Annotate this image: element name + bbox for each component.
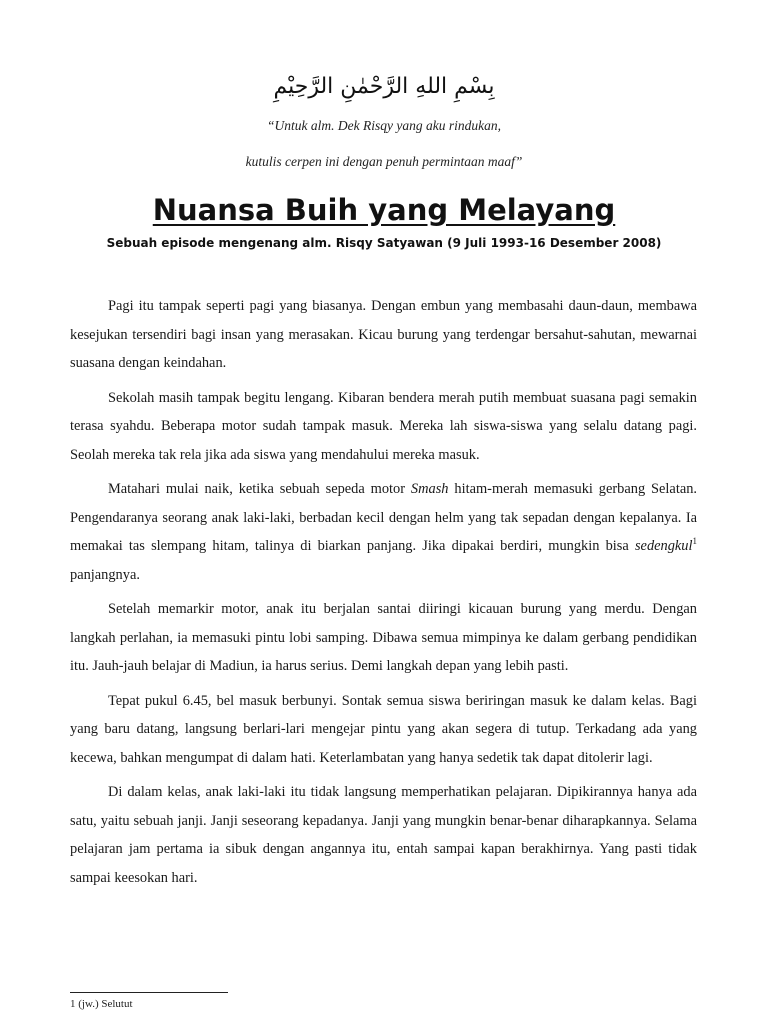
story-title: Nuansa Buih yang Melayang <box>152 193 616 227</box>
footnote-reference: 1 <box>692 536 697 547</box>
story-subtitle: Sebuah episode mengenang alm. Risqy Satyawan (9 Juli 1993-16 Desember 2008) <box>106 236 662 250</box>
sedengkul-term: sedengkul <box>634 538 693 554</box>
paragraph-3 <box>70 475 697 589</box>
paragraph-1: Pagi itu tampak seperti pagi yang biasanya. Dengan embun yang membasahi daun-daun, membawa kesejukan tersendiri bagi insan yang merasakan. Kicau burung yang terdengar bersahut-sahutan, mewarnai suasana dengan keindahan. <box>70 298 697 371</box>
dedication-line-1: “Untuk alm. Dek Risqy yang aku rindukan, <box>267 118 501 133</box>
basmalah-calligraphy: بِسْمِ اللهِ الرَّحْمٰنِ الرَّحِيْمِ <box>273 74 495 99</box>
paragraph-3-part-2: hitam-merah memasuki gerbang Selatan. Pengendaranya seorang anak laki-laki, berbadan kecil dengan helm yang tak sepadan dengan kepalanya. Ia memakai tas slempang hitam, talinya di biarkan panjang. Jika dipakai berdiri, mungkin bisa <box>70 481 697 554</box>
paragraph-5: Tepat pukul 6.45, bel masuk berbunyi. Sontak semua siswa beriringan masuk ke dalam kelas. Bagi yang baru datang, langsung berlari-lari mengejar pintu yang akan segera di tutup. Terkadang ada yang kecewa, bahkan mengumpat di dalam hati. Keterlambatan yang hanya sedetik tak dapat ditolerir lagi. <box>70 692 697 766</box>
paragraph-6: Di dalam kelas, anak laki-laki itu tidak langsung memperhatikan pelajaran. Dipikirannya hanya ada satu, yaitu sebuah janji. Janji seseorang kepadanya. Janji yang mungkin benar-benar diharapkannya. Selama pelajaran jam pertama ia sibuk dengan angannya itu, entah sampai kapan berakhirnya. Yang pasti tidak sampai keesokan hari. <box>70 784 697 886</box>
smash-term: Smash <box>410 481 449 497</box>
paragraph-4: Setelah memarkir motor, anak itu berjalan santai diiringi kicauan burung yang merdu. Dengan langkah perlahan, ia memasuki pintu lobi samping. Dibawa semua mimpinya ke dalam gerbang pendidikan itu. Jauh-jauh belajar di Madiun, ia harus serius. Demi langkah depan yang lebih pasti. <box>70 601 697 674</box>
story-body <box>70 292 697 898</box>
paragraph-3-part-3: panjangnya. <box>70 566 140 583</box>
paragraph-2: Sekolah masih tampak begitu lengang. Kibaran bendera merah putih membuat suasana pagi semakin terasa syahdu. Beberapa motor sudah tampak masuk. Mereka lah siswa-siswa yang selalu datang pagi. Seolah mereka tak rela jika ada siswa yang mendahului mereka masuk. <box>70 389 697 463</box>
footnote-divider <box>70 992 228 993</box>
dedication-line-2: kutulis cerpen ini dengan penuh permintaan maaf” <box>245 154 523 169</box>
footnote-text: 1 (jw.) Selutut <box>70 998 133 1010</box>
paragraph-3-part-1: Matahari mulai naik, ketika sebuah sepeda motor <box>108 481 411 497</box>
